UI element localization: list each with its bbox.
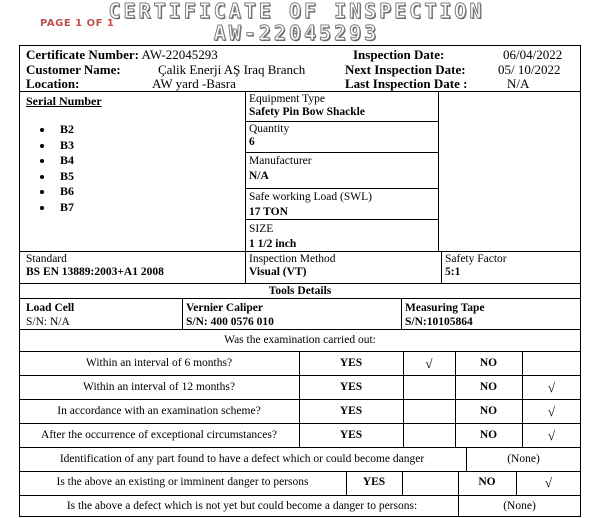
divider [182, 298, 183, 330]
list-item: • B6 [54, 184, 74, 200]
check-icon: √ [425, 356, 433, 371]
tools-details-title: Tools Details [268, 285, 332, 297]
size-label: SIZE [249, 223, 274, 235]
divider [402, 471, 403, 495]
divider [19, 495, 581, 496]
certificate-title: CERTIFICATE OF INSPECTION [108, 0, 485, 23]
divider [19, 251, 581, 252]
tool-name: Vernier Caliper [186, 302, 263, 314]
swl-cell [245, 188, 439, 220]
tool-name: Load Cell [26, 302, 75, 314]
no-label: NO [479, 429, 498, 441]
manufacturer-value: N/A [249, 170, 269, 182]
standard-label: Standard [26, 253, 67, 265]
no-label: NO [478, 476, 496, 488]
list-item: • B5 [54, 169, 74, 185]
list-item: • B7 [54, 200, 74, 216]
yes-label: YES [362, 476, 386, 488]
check-icon: √ [547, 428, 556, 443]
divider [441, 251, 442, 284]
check-icon: √ [544, 475, 553, 490]
yes-label: YES [339, 429, 363, 441]
last-inspection-date-label: Last Inspection Date : [345, 76, 468, 91]
divider [19, 351, 581, 352]
serial-list [20, 122, 74, 215]
no-label: NO [479, 381, 498, 393]
manufacturer-label: Manufacturer [249, 155, 312, 167]
future-danger-question: Is the above a defect which is not yet but could become a danger to persons: [66, 500, 418, 512]
size-value: 1 1/2 inch [249, 238, 297, 250]
next-inspection-date-value: 05/ 10/2022 [498, 62, 561, 77]
exam-question-exceptional: After the occurrence of exceptional circumstances? [41, 429, 277, 441]
no-label: NO [479, 357, 498, 369]
quantity-cell [245, 121, 439, 153]
certificate-number-title: AW-22045293 [213, 21, 380, 45]
exam-question-12-months: Within an interval of 12 months? [83, 381, 235, 393]
tool-measuring-tape [405, 301, 485, 329]
tool-name: Measuring Tape [405, 302, 485, 314]
location-value: AW yard -Basra [152, 76, 236, 91]
equipment-type-cell [245, 91, 439, 122]
customer-value: Çalik Enerji AŞ Iraq Branch [158, 62, 306, 77]
customer-label: Customer Name: [26, 62, 121, 77]
safety-factor-value: 5:1 [445, 266, 461, 278]
tool-vernier-caliper [186, 301, 274, 329]
exam-question-scheme: In accordance with an examination scheme? [57, 405, 261, 417]
no-label: NO [479, 405, 498, 417]
page-number-label: PAGE 1 OF 1 [40, 18, 115, 29]
cert-number-value: AW-22045293 [141, 47, 218, 62]
cert-number-row [26, 47, 218, 62]
size-cell [245, 219, 439, 252]
quantity-label: Quantity [249, 123, 290, 135]
inspection-date-value: 06/04/2022 [503, 47, 563, 62]
tool-serial: S/N:10105864 [405, 316, 473, 328]
exam-question-6-months: Within an interval of 6 months? [85, 357, 233, 369]
tool-serial: S/N: 400 0576 010 [186, 316, 274, 328]
divider [245, 251, 246, 284]
inspection-method-label: Inspection Method [249, 253, 336, 265]
customer-row [26, 62, 121, 77]
tool-serial: S/N: N/A [26, 316, 70, 328]
inspection-method-cell [249, 253, 336, 279]
tool-load-cell [26, 301, 74, 329]
divider [19, 423, 581, 424]
list-item: • B4 [54, 153, 74, 169]
location-row [26, 76, 79, 91]
defect-identification-question: Identification of any part found to have a defect which or could become danger [59, 453, 425, 465]
divider [19, 329, 581, 330]
divider [19, 283, 581, 284]
defect-identification-value: (None) [507, 453, 540, 465]
manufacturer-cell [245, 152, 439, 189]
yes-label: YES [339, 405, 363, 417]
serial-number-label: Serial Number [26, 94, 102, 108]
list-item: • B2 [54, 122, 74, 138]
standard-cell [26, 253, 164, 279]
next-inspection-date-label: Next Inspection Date: [345, 62, 466, 77]
quantity-value: 6 [249, 136, 255, 148]
swl-value: 17 TON [249, 206, 288, 218]
divider [401, 298, 402, 330]
safety-factor-cell [445, 253, 507, 279]
safety-factor-label: Safety Factor [445, 253, 507, 265]
examination-title: Was the examination carried out: [224, 334, 376, 346]
last-inspection-date-value: N/A [507, 76, 530, 91]
list-item: • B3 [54, 138, 74, 154]
check-icon: √ [547, 380, 556, 395]
divider [19, 375, 581, 376]
equipment-type-value: Safety Pin Bow Shackle [249, 106, 365, 118]
check-icon: √ [547, 404, 556, 419]
location-label: Location: [26, 76, 80, 91]
equipment-type-label: Equipment Type [249, 93, 325, 105]
divider [19, 447, 581, 448]
swl-label: Safe working Load (SWL) [249, 191, 372, 203]
danger-question: Is the above an existing or imminent danger to persons [56, 476, 309, 488]
cert-number-label: Certificate Number: [26, 47, 139, 62]
divider [19, 471, 581, 472]
future-danger-value: (None) [503, 500, 536, 512]
divider [19, 399, 581, 400]
standard-value: BS EN 13889:2003+A1 2008 [26, 266, 164, 278]
inspection-method-value: Visual (VT) [249, 266, 307, 278]
yes-label: YES [339, 381, 363, 393]
divider [19, 298, 581, 299]
yes-label: YES [339, 357, 363, 369]
inspection-date-label: Inspection Date: [353, 47, 445, 62]
